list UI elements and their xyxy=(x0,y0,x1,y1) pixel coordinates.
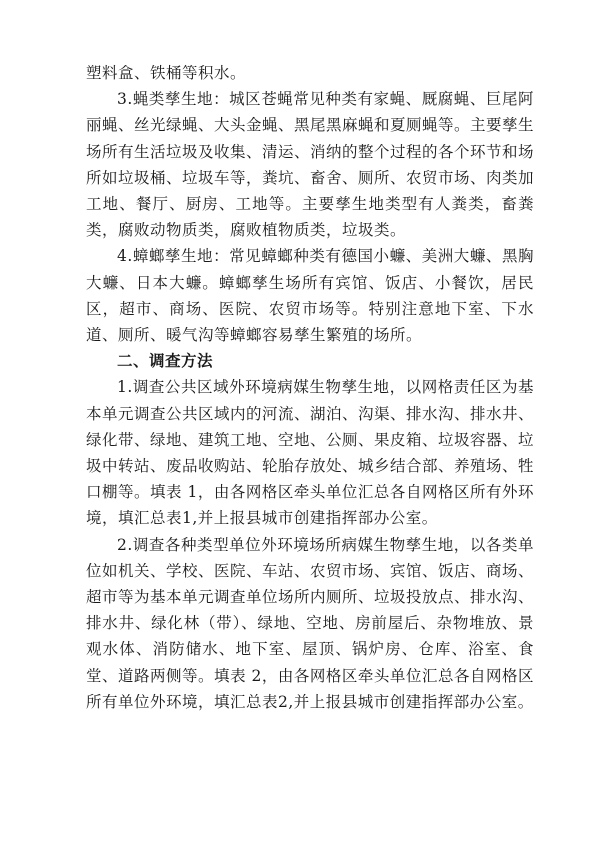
paragraph-fly-breeding: 3.蝇类孳生地：城区苍蝇常见种类有家蝇、厩腐蝇、巨尾阿丽蝇、丝光绿蝇、大头金蝇、黑尾黑麻蝇和夏厕蝇等。主要孳生场所有生活垃圾及收集、清运、消纳的整个过程的各个环节和场所如垃圾桶、垃圾车等，粪坑、畜舍、厕所、农贸市场、肉类加工地、餐厅、厨房、工地等。主要孳生地类型有人粪类，畜粪类，腐败动物质类，腐败植物质类，垃圾类。 xyxy=(86,90,535,240)
section-heading-survey-methods: 二、调查方法 xyxy=(117,352,214,371)
paragraph-cockroach-breeding: 4.蟑螂孳生地：常见蟑螂种类有德国小蠊、美洲大蠊、黑胸大蠊、日本大蠊。蟑螂孳生场所有宾馆、饭店、小餐饮，居民区，超市、商场、医院、农贸市场等。特别注意地下室、下水道、厕所、暖气沟等蟑螂容易孳生繁殖的场所。 xyxy=(86,247,534,345)
paragraph-continuation: 塑料盒、铁桶等积水。 xyxy=(86,64,247,82)
paragraph-method-public-areas: 1.调查公共区域外环境病媒生物孳生地，以网格责任区为基本单元调查公共区域内的河流、湖泊、沟渠、排水沟、排水井、绿化带、绿地、建筑工地、空地、公厕、果皮箱、垃圾容器、垃圾中转站、废品收购站、轮胎存放处、城乡结合部、养殖场、牲口棚等。填表 1，由各网格区牵头单位汇总各自网格区所有外环境，填汇总表1,并上报县城市创建指挥部办公室。 xyxy=(86,378,535,528)
paragraph-method-units: 2.调查各种类型单位外环境场所病媒生物孳生地，以各类单位如机关、学校、医院、车站、农贸市场、宾馆、饭店、商场、超市等为基本单元调查单位场所内厕所、垃圾投放点、排水沟、排水井、绿化林（带）、绿地、空地、房前屋后、杂物堆放、景观水体、消防储水、地下室、屋顶、锅炉房、仓库、浴室、食堂、道路两侧等。填表 2，由各网格区牵头单位汇总各自网格区所有单位外环境，填汇总表2,并上报县城市创建指挥部办公室。 xyxy=(86,535,535,711)
document-page xyxy=(86,60,534,715)
